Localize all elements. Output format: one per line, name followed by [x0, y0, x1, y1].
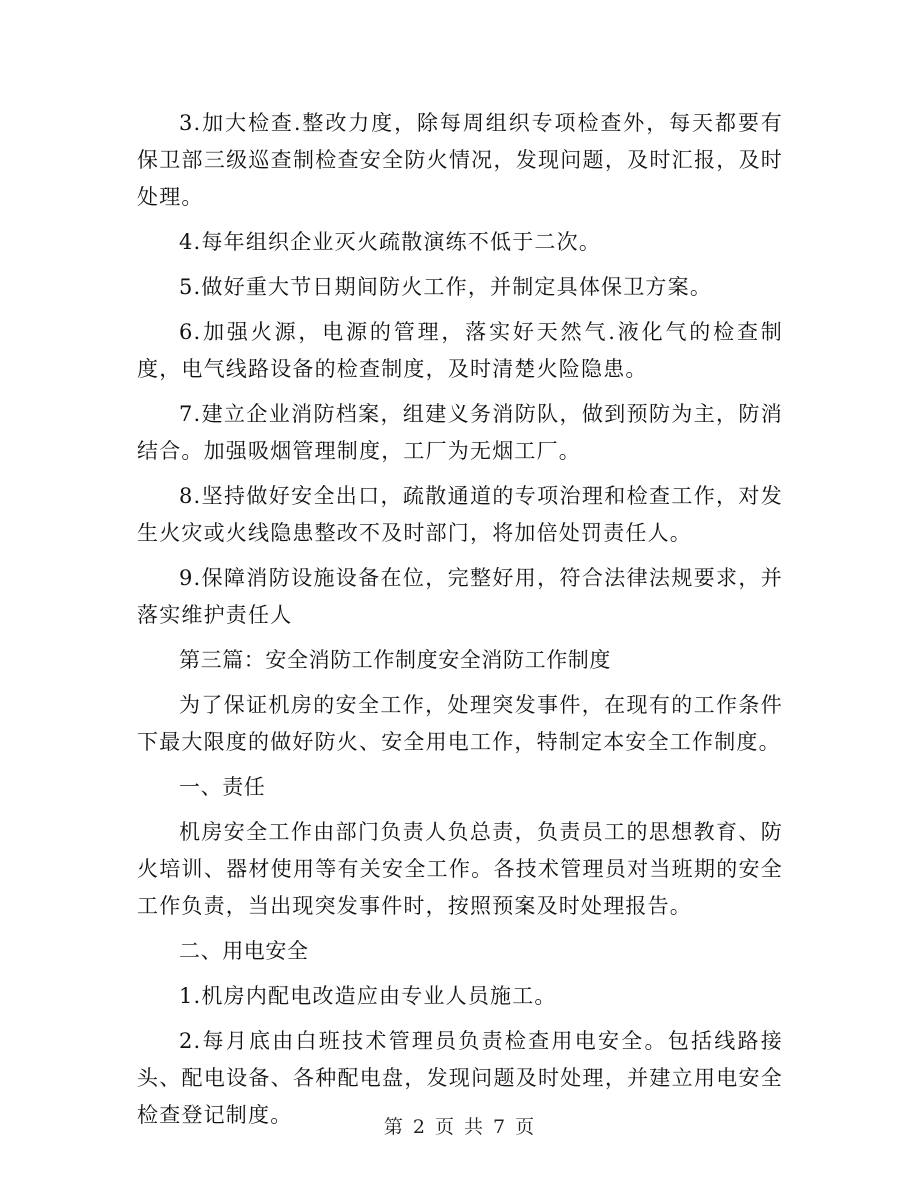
intro-paragraph: 为了保证机房的安全工作，处理突发事件，在现有的工作条件下最大限度的做好防火、安全用电工作，特制定本安全工作制度。: [137, 693, 783, 754]
responsibility-paragraph: 机房安全工作由部门负责人负总责，负责员工的思想教育、防火培训、器材使用等有关安全工作。各技术管理员对当班期的安全工作负责，当出现突发事件时，按照预案及时处理报告。: [137, 820, 783, 918]
paragraph-item-8: 8.坚持做好安全出口，疏散通道的专项治理和检查工作，对发生火灾或火线隐患整改不及时部门，将加倍处罚责任人。: [137, 484, 783, 545]
electrical-item-1: 1.机房内配电改造应由专业人员施工。: [179, 984, 557, 1008]
paragraph-item-5: 5.做好重大节日期间防火工作，并制定具体保卫方案。: [179, 275, 713, 299]
paragraph-item-6: 6.加强火源，电源的管理，落实好天然气.液化气的检查制度，电气线路设备的检查制度，及时清楚火险隐患。: [137, 320, 783, 381]
page-number-footer: 第 2 页 共 7 页: [383, 1116, 537, 1138]
paragraph-item-3: 3.加大检查.整改力度，除每周组织专项检查外，每天都要有保卫部三级巡查制检查安全防火情况，发现问题，及时汇报，及时处理。: [137, 111, 783, 209]
document-body: [137, 105, 783, 1142]
section-title: 第三篇：安全消防工作制度安全消防工作制度: [179, 648, 611, 672]
section-heading-responsibility: 一、责任: [179, 775, 266, 799]
paragraph-item-4: 4.每年组织企业灭火疏散演练不低于二次。: [179, 230, 602, 254]
paragraph-item-7: 7.建立企业消防档案，组建义务消防队，做到预防为主，防消结合。加强吸烟管理制度，工厂为无烟工厂。: [137, 402, 783, 463]
electrical-item-2: 2.每月底由白班技术管理员负责检查用电安全。包括线路接头、配电设备、各种配电盘，发现问题及时处理，并建立用电安全检查登记制度。: [137, 1029, 783, 1127]
paragraph-item-9: 9.保障消防设施设备在位，完整好用，符合法律法规要求，并落实维护责任人: [137, 566, 783, 627]
section-heading-electrical-safety: 二、用电安全: [179, 939, 309, 963]
